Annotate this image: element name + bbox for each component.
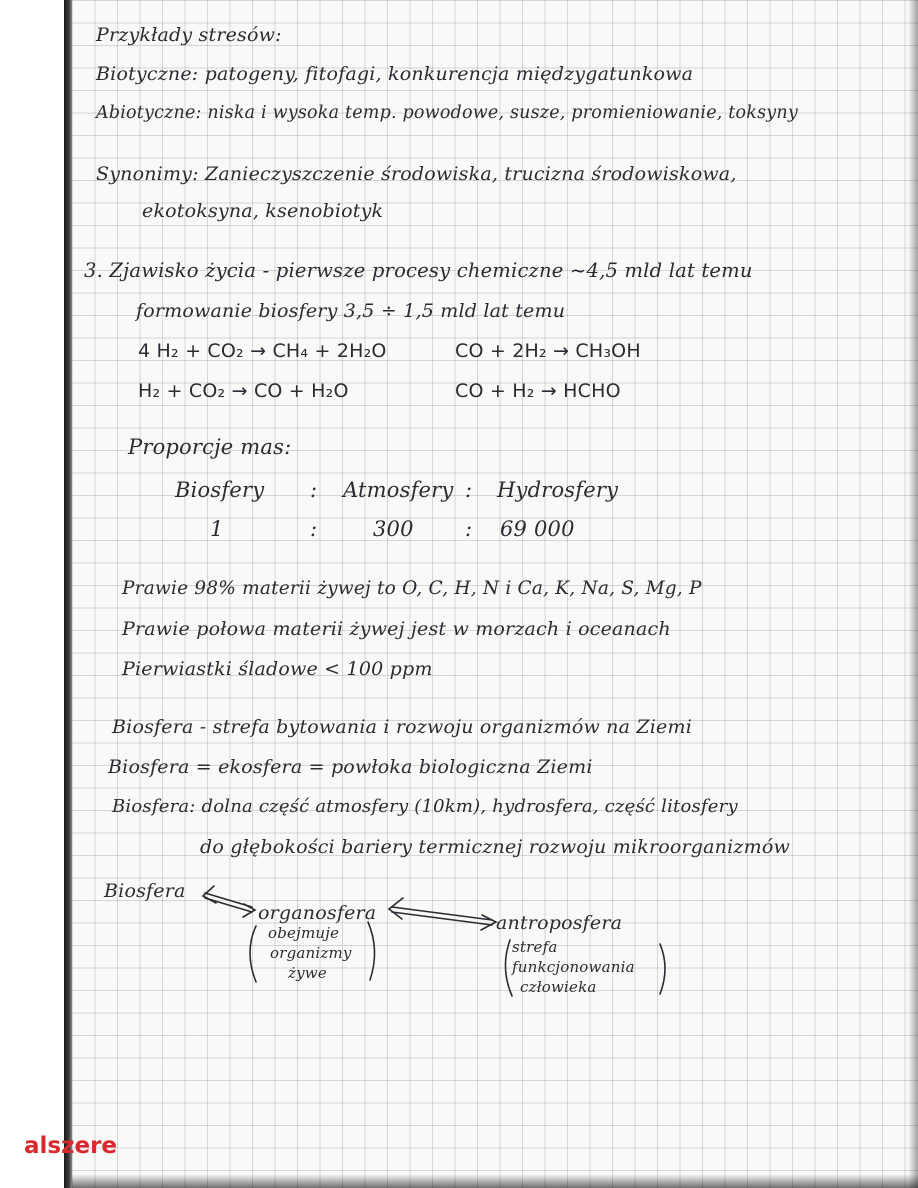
line-half-in-oceans: Prawie połowa materii żywej jest w morzach i oceanach — [122, 618, 671, 640]
ratio-sep-2: : — [465, 478, 473, 502]
ratio-sep-1: : — [310, 478, 318, 502]
line-biosphere-formation: formowanie biosfery 3,5 ÷ 1,5 mld lat temu — [136, 300, 566, 322]
line-biosphere-def-3: Biosfera: dolna część atmosfery (10km), hydrosfera, część litosfery — [112, 796, 738, 817]
watermark-logo: alszere — [24, 1133, 118, 1159]
diagram-root-biosphere: Biosfera — [104, 880, 186, 902]
ratio-label-hydrosphere: Hydrosfery — [497, 478, 619, 502]
ratio-label-atmosphere: Atmosfery — [343, 478, 454, 502]
equation-3: H₂ + CO₂ → CO + H₂O — [138, 380, 349, 402]
ratio-value-sep-2: : — [465, 517, 473, 541]
ratio-value-hydrosphere: 69 000 — [500, 517, 575, 541]
line-biosphere-def-1: Biosfera - strefa bytowania i rozwoju organizmów na Ziemi — [112, 716, 692, 738]
diagram-antropo-desc-2: funkcjonowania — [512, 958, 635, 976]
line-abiotic: Abiotyczne: niska i wysoka temp. powodowe, susze, promieniowanie, toksyny — [96, 103, 798, 123]
line-synonyms: Synonimy: Zanieczyszczenie środowiska, trucizna środowiskowa, — [96, 163, 737, 185]
diagram-organosphere: organosfera — [258, 902, 377, 924]
ratio-value-biosphere: 1 — [210, 517, 224, 541]
equation-1: 4 H₂ + CO₂ → CH₄ + 2H₂O — [138, 340, 387, 362]
diagram-antropo-desc-3: człowieka — [520, 978, 597, 996]
ratio-label-biosphere: Biosfery — [175, 478, 265, 502]
ratio-value-sep-1: : — [310, 517, 318, 541]
line-biotic: Biotyczne: patogeny, fitofagi, konkurencja międzygatunkowa — [96, 63, 694, 85]
diagram-organo-desc-1: obejmuje — [268, 924, 340, 942]
line-biosphere-def-2: Biosfera = ekosfera = powłoka biologiczna Ziemi — [108, 756, 593, 778]
line-biosphere-def-4: do głębokości bariery termicznej rozwoju mikroorganizmów — [200, 836, 790, 858]
equation-2: CO + 2H₂ → CH₃OH — [455, 340, 641, 362]
diagram-organo-desc-3: żywe — [288, 964, 327, 982]
heading-stress-examples: Przykłady stresów: — [96, 24, 282, 46]
diagram-anthroposphere: antroposfera — [496, 912, 623, 934]
equation-4: CO + H₂ → HCHO — [455, 380, 621, 402]
section-3-heading: 3. Zjawisko życia - pierwsze procesy chemiczne ~4,5 mld lat temu — [84, 259, 753, 282]
diagram-organo-desc-2: organizmy — [270, 944, 352, 962]
diagram-antropo-desc-1: strefa — [512, 938, 558, 956]
line-trace-elements: Pierwiastki śladowe < 100 ppm — [122, 658, 433, 680]
mass-proportions-heading: Proporcje mas: — [128, 435, 292, 459]
line-synonyms-cont: ekotoksyna, ksenobiotyk — [142, 200, 384, 222]
line-98-percent: Prawie 98% materii żywej to O, C, H, N i Ca, K, Na, S, Mg, P — [122, 578, 702, 599]
ratio-value-atmosphere: 300 — [373, 517, 414, 541]
